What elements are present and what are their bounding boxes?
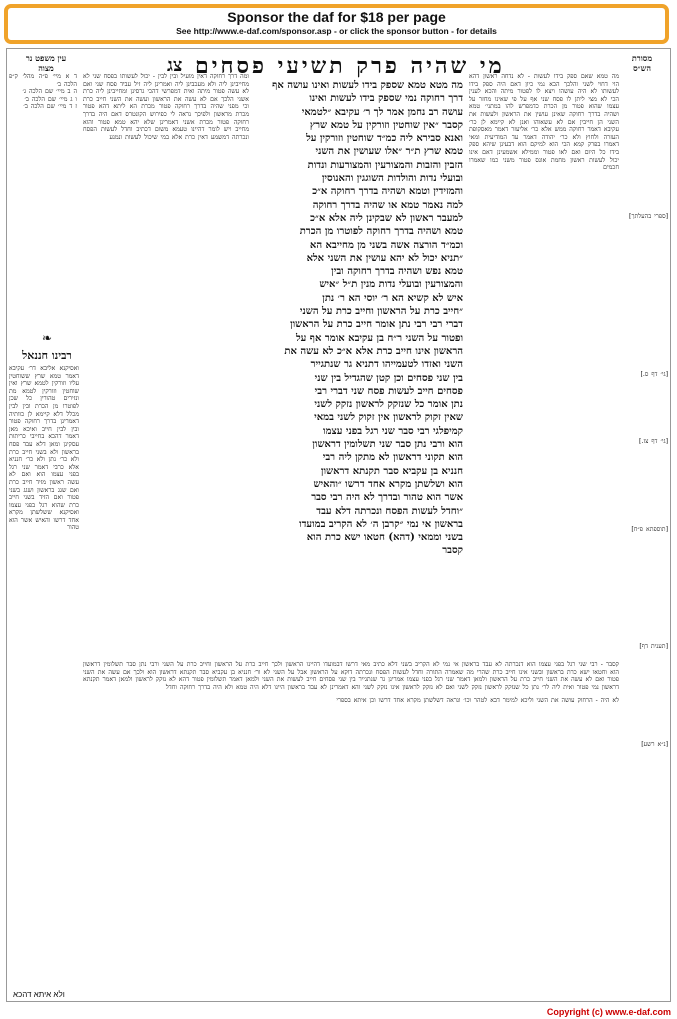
ein-mishpat-column — [9, 73, 77, 193]
ein-mishpat-label: עין משפט נר מצוה — [25, 53, 67, 73]
ein-mishpat-ref: ד א מיי׳ פ״ה מהל׳ ק״פ הלכה ב׳ — [9, 73, 77, 88]
gemara-lines — [255, 79, 463, 558]
tosafot-text: ומה דרך רחוקה דאין מועיל ובין לבין - יכול לעשותו בפסח שני לא מחייבינן ליה ולא מעכבינן ליה ואמרינן ליה זיל עביד פסח שני ואם לא עשה פטור מיתה ואית דמפרשי דהכי גרסינן ומחייבינן ליה כרת אשני הלכך אם לא עשה את הראשון ועשה את השני חייב כרת וכי מפני שהיה בדרך רחוקה פטור מכרת הא ליתא דהא פטור מכרת מראשון ולפיכך נראה לי כפירוש הקונטרס דאם היה בדרך רחוקה פטור מכרת אשני דאמרינן שלא יהא טמא פטור והוא מחייב ויש לומר דהיינו טעמא משום דכתיב וחדל לעשות הפסח ונכרתה דמשמע דאין כרת אלא במי שיכול לעשות ונמנע — [83, 73, 249, 141]
gemara-line: חנניא בן עקביא סבר תקנתא דראשון — [320, 465, 463, 477]
masoret-ref: [תענית דף] — [639, 643, 668, 651]
bottom-commentary — [83, 661, 619, 981]
gemara-line: אשר הוא טהור ובדרך לא היה רבי סבר — [311, 492, 463, 504]
gemara-line: טמא נפש ושהיה בדרך רחוקה ובין — [331, 266, 463, 278]
masoret-ref: [תוספתא פ״ח] — [631, 525, 668, 533]
page-title: מי שהיה פרק תשיעי פסחים — [195, 53, 505, 79]
gemara-line: נתן אומר כל שנזקק לראשון נזקק לשני — [314, 399, 463, 411]
rabbenu-chananel-column — [9, 365, 79, 983]
gemara-line: הוא תקוני דראשון לא מתקן ליה רבי — [322, 452, 463, 464]
gemara-line: למעבר ראשון לא שבקינן ליה אלא א״כ — [310, 212, 463, 224]
sponsor-headline[interactable]: Sponsor the daf for $18 per page — [227, 9, 446, 25]
rabbenu-chananel-text: ואסיקנא אליבא דר׳ עקיבא דאמר טמא שרץ ששוחטין עליו וזורקין לטמא שרץ ואין שוחטין וזורקין לטמא מת ונזירים טהורין כל שכן לפוטרו מן הכרת ובין לבין מכלל דלא קיימא לן כוותיה דאמרינן בדרך רחוקה פטור ובין לבין חייב ואיכא מאן דאמר דהכא בחייבי כריתות עסקינן ומאן דלא עבד פסח בראשון ולא בשני חייב כרת ולא כר׳ נתן ולא כר׳ חנניא אלא כרבי דאמר שני רגל בפני עצמו הוא ואם לא עשה ראשון מזיד חייב כרת ואם שגג בראשון ושגג בשני פטור ואם הזיד בשני חייב כרת שהוא רגל בפני עצמו ואסיקנא ששלשתן מקרא אחד דרשו והאיש אשר הוא טהור — [9, 365, 79, 532]
gemara-line: קסבר — [442, 545, 463, 557]
gemara-line: ״חייב כרת על הראשון וחייב כרת על השני — [299, 306, 463, 318]
gemara-line: איש לא קשיא הא ר׳ יוסי הא ר׳ נתן — [322, 292, 463, 304]
masoret-ref: [גי׳ דף צז.] — [639, 438, 668, 446]
masoret-hashas-label: מסורת הש״ס — [631, 53, 653, 73]
gemara-line: ״תניא יכול לא יהא עושין את השני אלא — [306, 252, 463, 264]
gemara-line: הראשון אינו חייב כרת אלא א״כ לא עשה את — [284, 345, 463, 357]
gemara-line: דברי רבי רבי נתן אומר חייב כרת על הראשון — [290, 319, 463, 331]
gemara-line: השני ואזדו לטעמייהו דתניא גר שנתגייר — [310, 359, 463, 371]
gemara-line: ״וחדל לעשות הפסח ונכרתה דלא עבד — [316, 505, 463, 517]
gemara-line: פסחים חייב לעשות פסח שני דברי רבי — [314, 385, 463, 397]
gemara-line: והמצורעין ובועלי נדות מנין ת״ל ״איש — [319, 279, 463, 291]
gemara-line: קמיפלגי רבי סבר שני רגל בפני עצמו — [323, 425, 463, 437]
gemara-line: וכמ״ד הורצה אשה בשני מן מחייבא הא — [309, 239, 463, 251]
sponsor-banner[interactable] — [4, 4, 669, 44]
masoret-ref: [ספרי בהעלתך] — [629, 213, 668, 220]
gemara-column — [255, 79, 463, 653]
gemara-line: בשני וממאי (דהא) חטאו ישא כרת הוא — [306, 532, 463, 544]
masoret-ref: [נ״א רשע] — [641, 740, 668, 748]
gemara-line: קסבר ״אין שוחטין וזורקין על טמא שרץ — [309, 119, 463, 131]
ein-mishpat-ref: ז ד מיי׳ שם הלכה ב׳ — [23, 103, 77, 111]
bottom-commentary-text: קסבר - רבי שני רגל בפני עצמו הוא דנכרתה לא עבד בראשון אי נמי לא הקריב בשני דלא כתיב מאי דרשו דבמועדו דהיינו הראשון ולכך חייב כרת על הראשון וחייב כרת על השני ורבי נתן סבר תשלומין דראשון הוא וחטאו ישא כרת בראשון ובשני אינו חייב כרת שהרי מה שאמרה התורה וחדל לעשות הפסח ונכרתה דוקא על הראשון אבל על השני לא ור׳ חנניא בן עקביא סבר תקנתא דראשון הוא ולכך אם עשה את השני פטור ואם לא עשה את השני חייב כרת על הראשון ולמאן דאמר שני רגל בפני עצמו אמרינן גר שנתגייר בין שני פסחים חייב לעשות את השני ולמאן דאמר תשלומין פטור דהא לא נזקק לראשון ולמאן דאמר תקנתא דראשון נמי פטור ואית ליה לר׳ נתן כל שנזקק לראשון נזקק לשני ואם לא נזקק לראשון אינו נזקק לשני והא דאמרינן לא עבד בראשון היינו דלא היה טמא ולא היה בדרך רחוקה וחדל — [83, 661, 619, 691]
daf-page — [6, 48, 671, 1002]
tosafot-column — [83, 73, 249, 653]
ornament-divider: ❧ — [41, 331, 53, 345]
gemara-line: ופטור על השני ר״ח בן עקיבא אומר אף על — [295, 332, 463, 344]
gemara-line: למה נאמר טמא או שהיה בדרך רחוקה — [312, 199, 463, 211]
gemara-line: בין שני פסחים וכן קטן שהגדיל בין שני — [314, 372, 463, 384]
ein-mishpat-ref: ו ג מיי׳ שם הלכה ב׳ — [24, 95, 77, 103]
footer-left-text: ולא איתא דהכא — [13, 990, 65, 999]
page-number: צג — [167, 55, 183, 76]
gemara-line: שאין זקוק לראשון אין זקוק לשני במאי — [314, 412, 463, 424]
gemara-line: הוא ושלשתן מקרא אחד דרשו ״והאיש — [313, 478, 463, 490]
gemara-line: עושה רב נחמן אמר לך ר׳ עקיבא ״לטמאי — [301, 106, 463, 118]
gemara-line: דרך רחוקה נמי שספק בידו לעשות ואינו — [309, 93, 463, 105]
gemara-line: הזבין והזבות והמצורעין והמצורעות ונדות — [307, 159, 463, 171]
gemara-line: והמזידין וטמא ושהיה בדרך רחוקה א״כ — [312, 186, 463, 198]
gemara-line: בראשון אי נמי ״קרבן ה׳ לא הקריב במועדו — [299, 518, 463, 530]
gemara-line: טמא שרץ ת״ר ״אלו שעושין את השני — [315, 146, 463, 158]
rabbenu-chananel-heading: רבינו חננאל — [22, 349, 72, 362]
sponsor-subline[interactable]: See http://www.e-daf.com/sponsor.asp - or click the sponsor button - for details — [176, 26, 497, 36]
masoret-ref: [גי׳ דף ס.] — [640, 370, 668, 378]
gemara-line: הוא ורבי נתן סבר שני תשלומין דראשון — [312, 439, 463, 451]
copyright-link[interactable]: Copyright (c) www.e-daf.com — [546, 1007, 671, 1017]
masoret-hashas-column — [622, 73, 668, 973]
gemara-line: מה מטא טמא שספק בידו לעשות ואינו עושה אף — [272, 80, 463, 91]
bottom-commentary-footer-line: לא היה - הרחוק עושה את השני וליכא למימר דבא לטהר וכו׳ ונראה דשלשתן מקרא אחד דרשו וכן איתא בספרי — [336, 697, 619, 705]
gemara-line: ובועלי נדות והולדות השוגגין והאנוסין — [321, 173, 463, 185]
rashi-text: מה טמא שאם ספק בידו לעשות - לא נדחה ראשון דהא הוי דחוי לשני והלכך הכא נמי כיון דאם היה ספק בידו לעשותו לא היה עושהו ויצא לו לפטור מיתה והכא לענין הכי לא מצי ליתן לו פסח שני אף על פי שאינו מחזר על עצמו שהוא פטור מן הכרת כדמפרש להו במתני׳ טמא ושהיה בדרך רחוקה שאינן עושין את הראשון ולעשות את השני הן חייבין אם לא עשאוהו ואנן לא קיימא לן כר׳ עקיבא דאמר רחוקה ממש אלא כר׳ אליעזר דאמר מאסקופת העזרה ולחוץ ולא כר׳ יהודה דאמר עד המודיעית ומאי דאמרו בפרק קמא הכי הוא למיקם הוא דבעינן שיהא ספק בידו כל היום ואם לאו פטור וממילא אשמעינן דאם אינו יכול לעשות ראשון מחמת אונס פטור משני כמו שאמרו חכמים — [469, 73, 619, 172]
rashi-column — [469, 73, 619, 653]
gemara-line: ואנא סבירא ליה כמ״ד שוחטין וזורקין על — [306, 133, 463, 145]
gemara-line: טמא ושהיה בדרך רחוקה לפוטרו מן הכרת — [299, 226, 463, 238]
ein-mishpat-ref: ה ב מיי׳ שם הלכה ג׳ — [22, 88, 77, 96]
